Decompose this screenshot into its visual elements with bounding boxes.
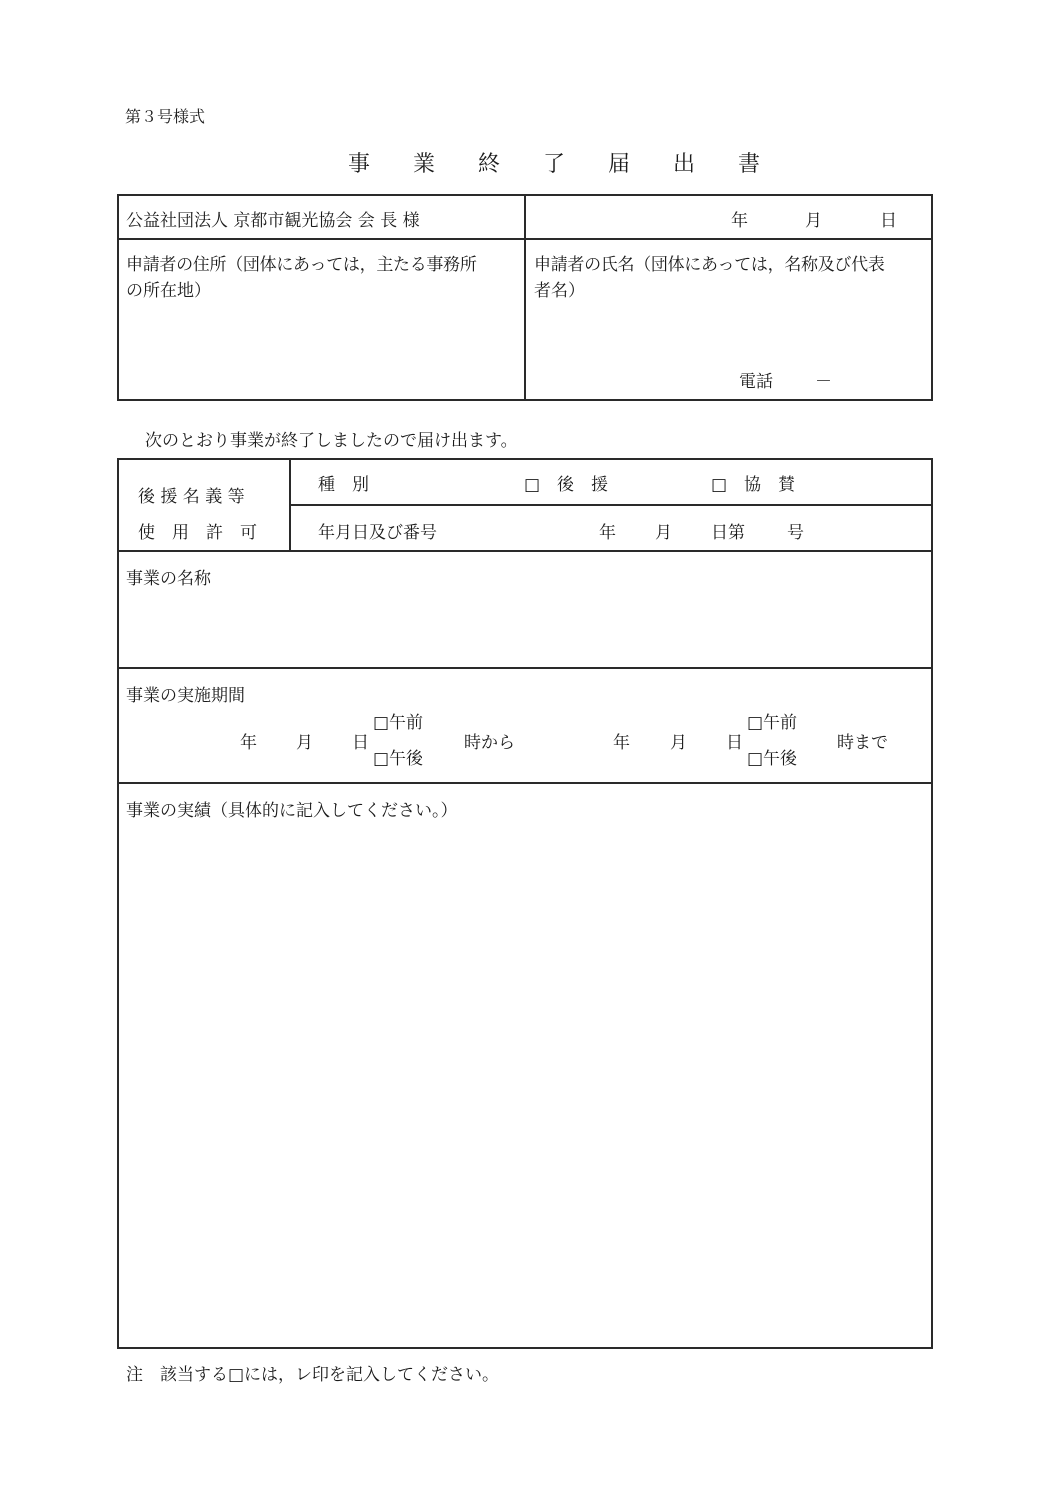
addressee: 公益社団法人 京都市観光協会 会 長 様 <box>126 211 420 231</box>
name-label[interactable] <box>534 252 885 304</box>
date-year[interactable]: 年 <box>731 211 748 231</box>
period-label: 事業の実施期間 <box>126 686 245 706</box>
end-year[interactable]: 年 <box>613 733 630 753</box>
permit-day-no[interactable]: 日第 <box>711 523 745 543</box>
title-char: 終 <box>478 152 501 177</box>
support-label-line2: 使 用 許 可 <box>138 523 257 543</box>
results-field[interactable] <box>120 825 930 1345</box>
name-label-line2: 者名） <box>534 281 585 301</box>
title-char: 事 <box>348 152 371 177</box>
phone-label: 電話 <box>739 372 773 392</box>
end-day[interactable]: 日 <box>726 733 743 753</box>
address-label-line1: 申請者の住所（団体にあっては，主たる事務所 <box>126 255 477 275</box>
option-sponsor-checkbox[interactable]: □ 協 賛 <box>711 475 796 495</box>
type-label: 種 別 <box>318 475 369 495</box>
name-label-line1: 申請者の氏名（団体にあっては，名称及び代表 <box>534 255 885 275</box>
start-year[interactable]: 年 <box>240 733 257 753</box>
date-day[interactable]: 日 <box>880 211 897 231</box>
page-title <box>348 147 803 178</box>
end-am-checkbox[interactable]: □午前 <box>747 713 798 733</box>
end-month[interactable]: 月 <box>670 733 687 753</box>
option-support-checkbox[interactable]: □ 後 援 <box>524 475 609 495</box>
title-char: 業 <box>413 152 436 177</box>
permit-month[interactable]: 月 <box>655 523 672 543</box>
end-suffix: 時まで <box>837 733 888 753</box>
address-label[interactable] <box>126 252 477 304</box>
title-char: 届 <box>608 152 631 177</box>
intro-text: 次のとおり事業が終了しましたので届け出ます。 <box>145 431 518 451</box>
start-am-checkbox[interactable]: □午前 <box>373 713 424 733</box>
title-char: 出 <box>673 152 696 177</box>
address-label-line2: の所在地） <box>126 281 211 301</box>
start-month[interactable]: 月 <box>296 733 313 753</box>
form-number: 第３号様式 <box>125 107 206 126</box>
support-label-line1: 後 援 名 義 等 <box>138 487 245 507</box>
phone-dash[interactable]: － <box>815 372 832 392</box>
date-number-label: 年月日及び番号 <box>318 523 437 543</box>
start-suffix: 時から <box>464 733 515 753</box>
date-month[interactable]: 月 <box>805 211 822 231</box>
title-char: 書 <box>738 152 761 177</box>
title-char: 了 <box>543 152 566 177</box>
end-pm-checkbox[interactable]: □午後 <box>747 749 798 769</box>
permit-year[interactable]: 年 <box>599 523 616 543</box>
start-day[interactable]: 日 <box>352 733 369 753</box>
results-label: 事業の実績（具体的に記入してください。） <box>126 801 458 821</box>
footnote: 注 該当する□には，レ印を記入してください。 <box>126 1365 500 1385</box>
project-name-field[interactable] <box>120 590 930 665</box>
permit-no[interactable]: 号 <box>787 523 804 543</box>
start-pm-checkbox[interactable]: □午後 <box>373 749 424 769</box>
project-name-label: 事業の名称 <box>126 569 211 589</box>
